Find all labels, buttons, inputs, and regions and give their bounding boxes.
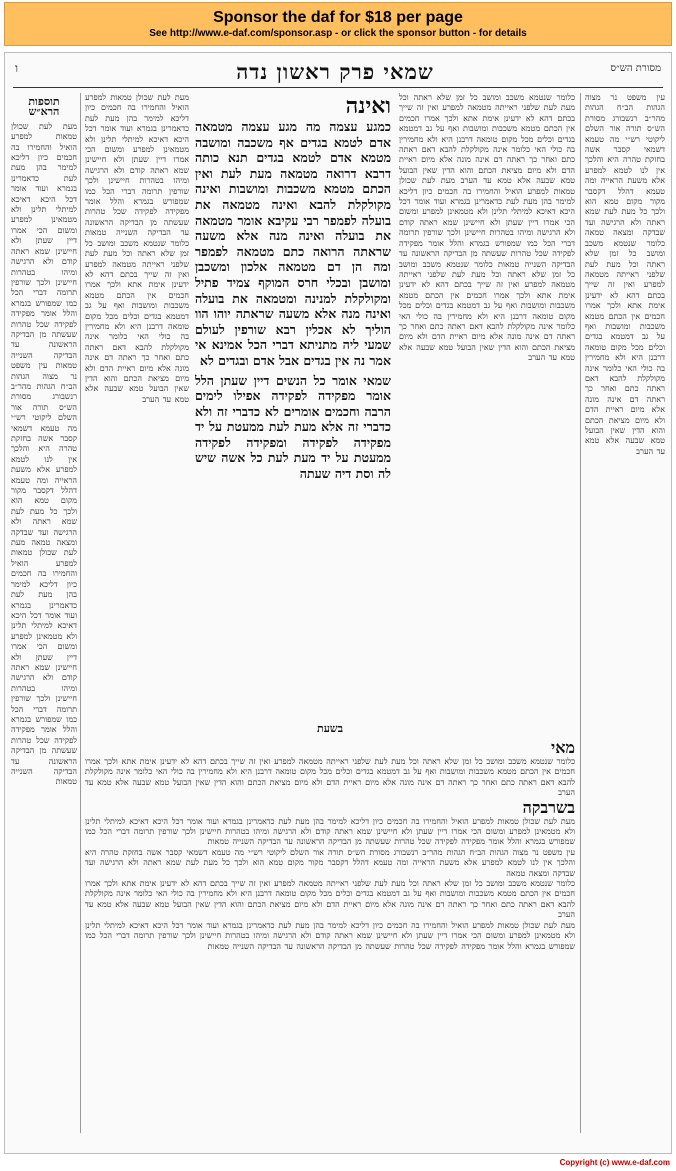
rashi-column	[399, 93, 575, 713]
sponsor-subtitle[interactable]: See http://www.e-daf.com/sponsor.asp - or click the sponsor button - for details	[149, 28, 527, 39]
page-title: שמאי פרק ראשון נדה	[236, 59, 434, 84]
rashi-text: כלומר שנטמא משכב ומושב כל זמן שלא ראתה וכל מעת לעת שלפני ראייתה מטמאה למפרע ואין זה שייך בכתם דהא לא ידעינן אימת אתא ולכך אמרו חכמים אין הכתם מטמא משכבות ומושבות ואף על גב דמטמא בגדים וכלים מכל מקום טומאה דרבנן היא ולא מחמירין בה כולי האי כלומר אינה מקולקלת להבא דאם ראתה כתם ואחר כך ראתה דם אינה מונה אלא מיום ראיית הדם ולא מיום מציאת הכתם והוא הדין שאין הבועל טמא שבעה אלא טמא עד הערב	[399, 93, 575, 186]
copyright-notice[interactable]: Copyright (c) www.e-daf.com	[559, 1158, 670, 1167]
divider-1	[580, 93, 581, 1133]
gemara-column	[195, 93, 391, 713]
lower-commentary-text: עין משפט נר מצוה הגהות הב״ח הגהות מהר״ב רנשבורג מסורת הש״ס תורה אור השלם ליקוטי רש״י מה טעמא דשמאי קסבר אשה בחזקת טהרה היא והלכך אין לנו לטמא למפרע אלא משעת הראייה ומה טעמא דהלל דקסבר מקור מקום טמא הוא ולכך כל מעת לעת שמא ראתה ולא הרגישה ועד שבדקה ומצאה טמאה	[85, 847, 575, 878]
mishnah-text: שמאי אומר כל הנשים דיין שעתן הלל אומר מפקידה לפקידה אפילו לימים הרבה וחכמים אומרים לא כדברי זה ולא כדברי זה אלא מעת לעת ממעטת על יד מפקידה לפקידה ומפקידה לפקידה ממעטת על יד מעת לעת כל אשה שיש לה וסת דיה שעתה	[195, 372, 391, 482]
header-divider	[13, 87, 663, 88]
divider-2	[80, 93, 81, 1133]
lower-heading: בשעת	[316, 722, 344, 735]
tosafot-harosh-heading: תוספות הרא״ש	[28, 95, 60, 119]
margin-left-text-more: מעת לעת שכולן טמאות למפרע הואיל והחמירו בה חכמים כיון דליכא למימר בהן מעת לעת כדאמרינן בגמרא ועוד אומר דכל היכא דאיכא למיתלי תלינן ולא מטמאינן למפרע ומשום הכי אמרו דיין שעתן ולא חיישינן שמא ראתה קודם ולא הרגישה ומיהו בטהרות חיישינן ולכך שורפין תרומה דברי הכל כמו שמפורש בגמרא והלל אומר מפקידה לפקידה שכל טהרות שעשתה מן הבדיקה הראשונה עד הבדיקה השנייה טמאות	[11, 538, 77, 787]
rashi-text-continued: מעת לעת שכולן טמאות למפרע הואיל והחמירו בה חכמים כיון דליכא למימר בהן מעת לעת כדאמרינן בגמרא ועוד אומר דכל היכא דאיכא למיתלי תלינן ולא מטמאינן למפרע ומשום הכי אמרו דיין שעתן ולא חיישינן שמא ראתה קודם ולא הרגישה ומיהו בטהרות חיישינן ולכך שורפין תרומה דברי הכל כמו שמפורש בגמרא והלל אומר מפקידה לפקידה שכל טהרות שעשתה מן הבדיקה הראשונה עד הבדיקה השנייה טמאות	[399, 176, 575, 269]
page-header	[5, 59, 672, 87]
tosafot-text: מעת לעת שכולן טמאות למפרע הואיל והחמירו בה חכמים כיון דליכא למימר בהן מעת לעת כדאמרינן בגמרא ועוד אומר דכל היכא דאיכא למיתלי תלינן ולא מטמאינן למפרע ומשום הכי אמרו דיין שעתן ולא חיישינן שמא ראתה קודם ולא הרגישה ומיהו בטהרות חיישינן ולכך שורפין תרומה דברי הכל כמו שמפורש בגמרא והלל אומר מפקידה לפקידה שכל טהרות שעשתה מן הבדיקה הראשונה עד הבדיקה השנייה טמאות	[85, 93, 189, 238]
rashi-text-more: כלומר שנטמא משכב ומושב כל זמן שלא ראתה וכל מעת לעת שלפני ראייתה מטמאה למפרע ואין זה שייך בכתם דהא לא ידעינן אימת אתא ולכך אמרו חכמים אין הכתם מטמא משכבות ומושבות ואף על גב דמטמא בגדים וכלים מכל מקום טומאה דרבנן היא ולא מחמירין בה כולי האי כלומר אינה מקולקלת להבא דאם ראתה כתם ואחר כך ראתה דם אינה מונה אלא מיום ראיית הדם ולא מיום מציאת הכתם והוא הדין שאין הבועל טמא שבעה אלא טמא עד הערב	[399, 259, 575, 363]
page-number: ו	[15, 61, 19, 75]
margin-left-column	[11, 93, 77, 1133]
talmud-page	[4, 52, 672, 1154]
sponsor-banner[interactable]	[4, 2, 672, 46]
margin-left-text: מעת לעת שכולן טמאות למפרע הואיל והחמירו בה חכמים כיון דליכא למימר בהן מעת לעת כדאמרינן בגמרא ועוד אומר דכל היכא דאיכא למיתלי תלינן ולא מטמאינן למפרע ומשום הכי אמרו דיין שעתן ולא חיישינן שמא ראתה קודם ולא הרגישה ומיהו בטהרות חיישינן ולכך שורפין תרומה דברי הכל כמו שמפורש בגמרא והלל אומר מפקידה לפקידה שכל טהרות שעשתה מן הבדיקה הראשונה עד הבדיקה השנייה טמאות	[11, 121, 77, 371]
lower-commentary-text-3: מעת לעת שכולן טמאות למפרע הואיל והחמירו בה חכמים כיון דליכא למימר בהן מעת לעת כדאמרינן בגמרא ועוד אומר דכל היכא דאיכא למיתלי תלינן ולא מטמאינן למפרע ומשום הכי אמרו דיין שעתן ולא חיישינן שמא ראתה קודם ולא הרגישה ומיהו בטהרות חיישינן ולכך שורפין תרומה דברי הכל כמו שמפורש בגמרא והלל אומר מפקידה לפקידה שכל טהרות שעשתה מן הבדיקה הראשונה עד הבדיקה השנייה טמאות	[85, 920, 575, 951]
tosafot-column	[85, 93, 189, 713]
opening-word: ואינה	[345, 93, 391, 119]
lower-commentary-text-2: כלומר שנטמא משכב ומושב כל זמן שלא ראתה וכל מעת לעת שלפני ראייתה מטמאה למפרע ואין זה שייך בכתם דהא לא ידעינן אימת אתא ולכך אמרו חכמים אין הכתם מטמא משכבות ומושבות ואף על גב דמטמא בגדים וכלים מכל מקום טומאה דרבנן היא ולא מחמירין בה כולי האי כלומר אינה מקולקלת להבא דאם ראתה כתם ואחר כך ראתה דם אינה מונה אלא מיום ראיית הדם ולא מיום מציאת הכתם והוא הדין שאין הבועל טמא שבעה אלא טמא עד הערב	[85, 879, 575, 920]
tosafot-text-continued: כלומר שנטמא משכב ומושב כל זמן שלא ראתה וכל מעת לעת שלפני ראייתה מטמאה למפרע ואין זה שייך בכתם דהא לא ידעינן אימת אתא ולכך אמרו חכמים אין הכתם מטמא משכבות ומושבות ואף על גב דמטמא בגדים וכלים מכל מקום טומאה דרבנן היא ולא מחמירין בה כולי האי כלומר אינה מקולקלת להבא דאם ראתה כתם ואחר כך ראתה דם אינה מונה אלא מיום ראיית הדם ולא מיום מציאת הכתם והוא הדין שאין הבועל טמא שבעה אלא טמא עד הערב	[85, 238, 189, 404]
margin-right-column	[585, 93, 665, 913]
section-mark: מאי	[551, 738, 575, 757]
margin-left-text-continued: עין משפט נר מצוה הגהות הב״ח הגהות מהר״ב רנשבורג מסורת הש״ס תורה אור השלם ליקוטי רש״י מה טעמא דשמאי קסבר אשה בחזקת טהרה היא והלכך אין לנו לטמא למפרע אלא משעת הראייה ומה טעמא דהלל דקסבר מקור מקום טמא הוא ולכך כל מעת לעת שמא ראתה ולא הרגישה ועד שבדקה ומצאה טמאה	[11, 361, 77, 548]
margin-right-text: עין משפט נר מצוה הגהות הב״ח הגהות מהר״ב רנשבורג מסורת הש״ס תורה אור השלם ליקוטי רש״י מה טעמא דשמאי קסבר אשה בחזקת טהרה היא והלכך אין לנו לטמא למפרע אלא משעת הראייה ומה טעמא דהלל דקסבר מקור מקום טמא הוא ולכך כל מעת לעת שמא ראתה ולא הרגישה ועד שבדקה ומצאה טמאה	[585, 93, 665, 238]
margin-right-text-repeat: כלומר שנטמא משכב ומושב כל זמן שלא ראתה וכל מעת לעת שלפני ראייתה מטמאה למפרע ואין זה שייך בכתם דהא לא ידעינן אימת אתא ולכך אמרו חכמים אין הכתם מטמא משכבות ומושבות ואף על גב דמטמא בגדים וכלים מכל מקום טומאה דרבנן היא ולא מחמירין בה כולי האי כלומר אינה מקולקלת להבא דאם ראתה כתם ואחר כך ראתה דם אינה מונה אלא מיום ראיית הדם ולא מיום מציאת הכתם והוא הדין שאין הבועל טמא שבעה אלא טמא עד הערב	[585, 238, 665, 456]
lower-section	[85, 718, 575, 1138]
sponsor-title[interactable]: Sponsor the daf for $18 per page	[213, 9, 463, 26]
gemara-text: כמגע עצמה מה מגע עצמה מטמאה אדם לטמא בגדים אף משכבה ומושבה מטמא אדם לטמא בגדים תנא כותה דרבא דרואה מטמאה מעת לעת ואין הכתם מטמא משכבות ומושבות ואינה מקולקלת להבא ואינה מטמאה את בועלה לפמפר רבי עקיבא אומר מטמאה את בועלה ואינה מנה אלא משעה שראתה הרואה כתם מטמאה לפמפר ומה הן דם מטמאה אלכון ומשכבן ומושבן ובכלי חרס המוקף צמיד פתיל ומקולקלת למנינה ומטמאה את בועלה ואינה מנה אלא משעה שראתה יוהו הוו הוליך לא אכלין רבא שורפין לעולם שמעי ליה מתניתא דברי הכל אמינא אי אמר נה אין בגדים אבל אדם ובגדים לא	[195, 119, 391, 368]
lower-tosafot-text: מעת לעת שכולן טמאות למפרע הואיל והחמירו בה חכמים כיון דליכא למימר בהן מעת לעת כדאמרינן בגמרא ועוד אומר דכל היכא דאיכא למיתלי תלינן ולא מטמאינן למפרע ומשום הכי אמרו דיין שעתן ולא חיישינן שמא ראתה קודם ולא הרגישה ומיהו בטהרות חיישינן ולכך שורפין תרומה דברי הכל כמו שמפורש בגמרא והלל אומר מפקידה לפקידה שכל טהרות שעשתה מן הבדיקה הראשונה עד הבדיקה השנייה טמאות	[85, 816, 575, 847]
lower-rashi-text: כלומר שנטמא משכב ומושב כל זמן שלא ראתה וכל מעת לעת שלפני ראייתה מטמאה למפרע ואין זה שייך בכתם דהא לא ידעינן אימת אתא ולכך אמרו חכמים אין הכתם מטמא משכבות ומושבות ואף על גב דמטמא בגדים וכלים מכל מקום טומאה דרבנן היא ולא מחמירין בה כולי האי כלומר אינה מקולקלת להבא דאם ראתה כתם ואחר כך ראתה דם אינה מונה אלא מיום ראיית הדם ולא מיום מציאת הכתם והוא הדין שאין הבועל טמא שבעה אלא טמא עד הערב	[85, 757, 575, 798]
masoret-label: מסורת הש״ס	[610, 63, 661, 74]
section-mark-2: בשרבקה	[522, 797, 575, 817]
